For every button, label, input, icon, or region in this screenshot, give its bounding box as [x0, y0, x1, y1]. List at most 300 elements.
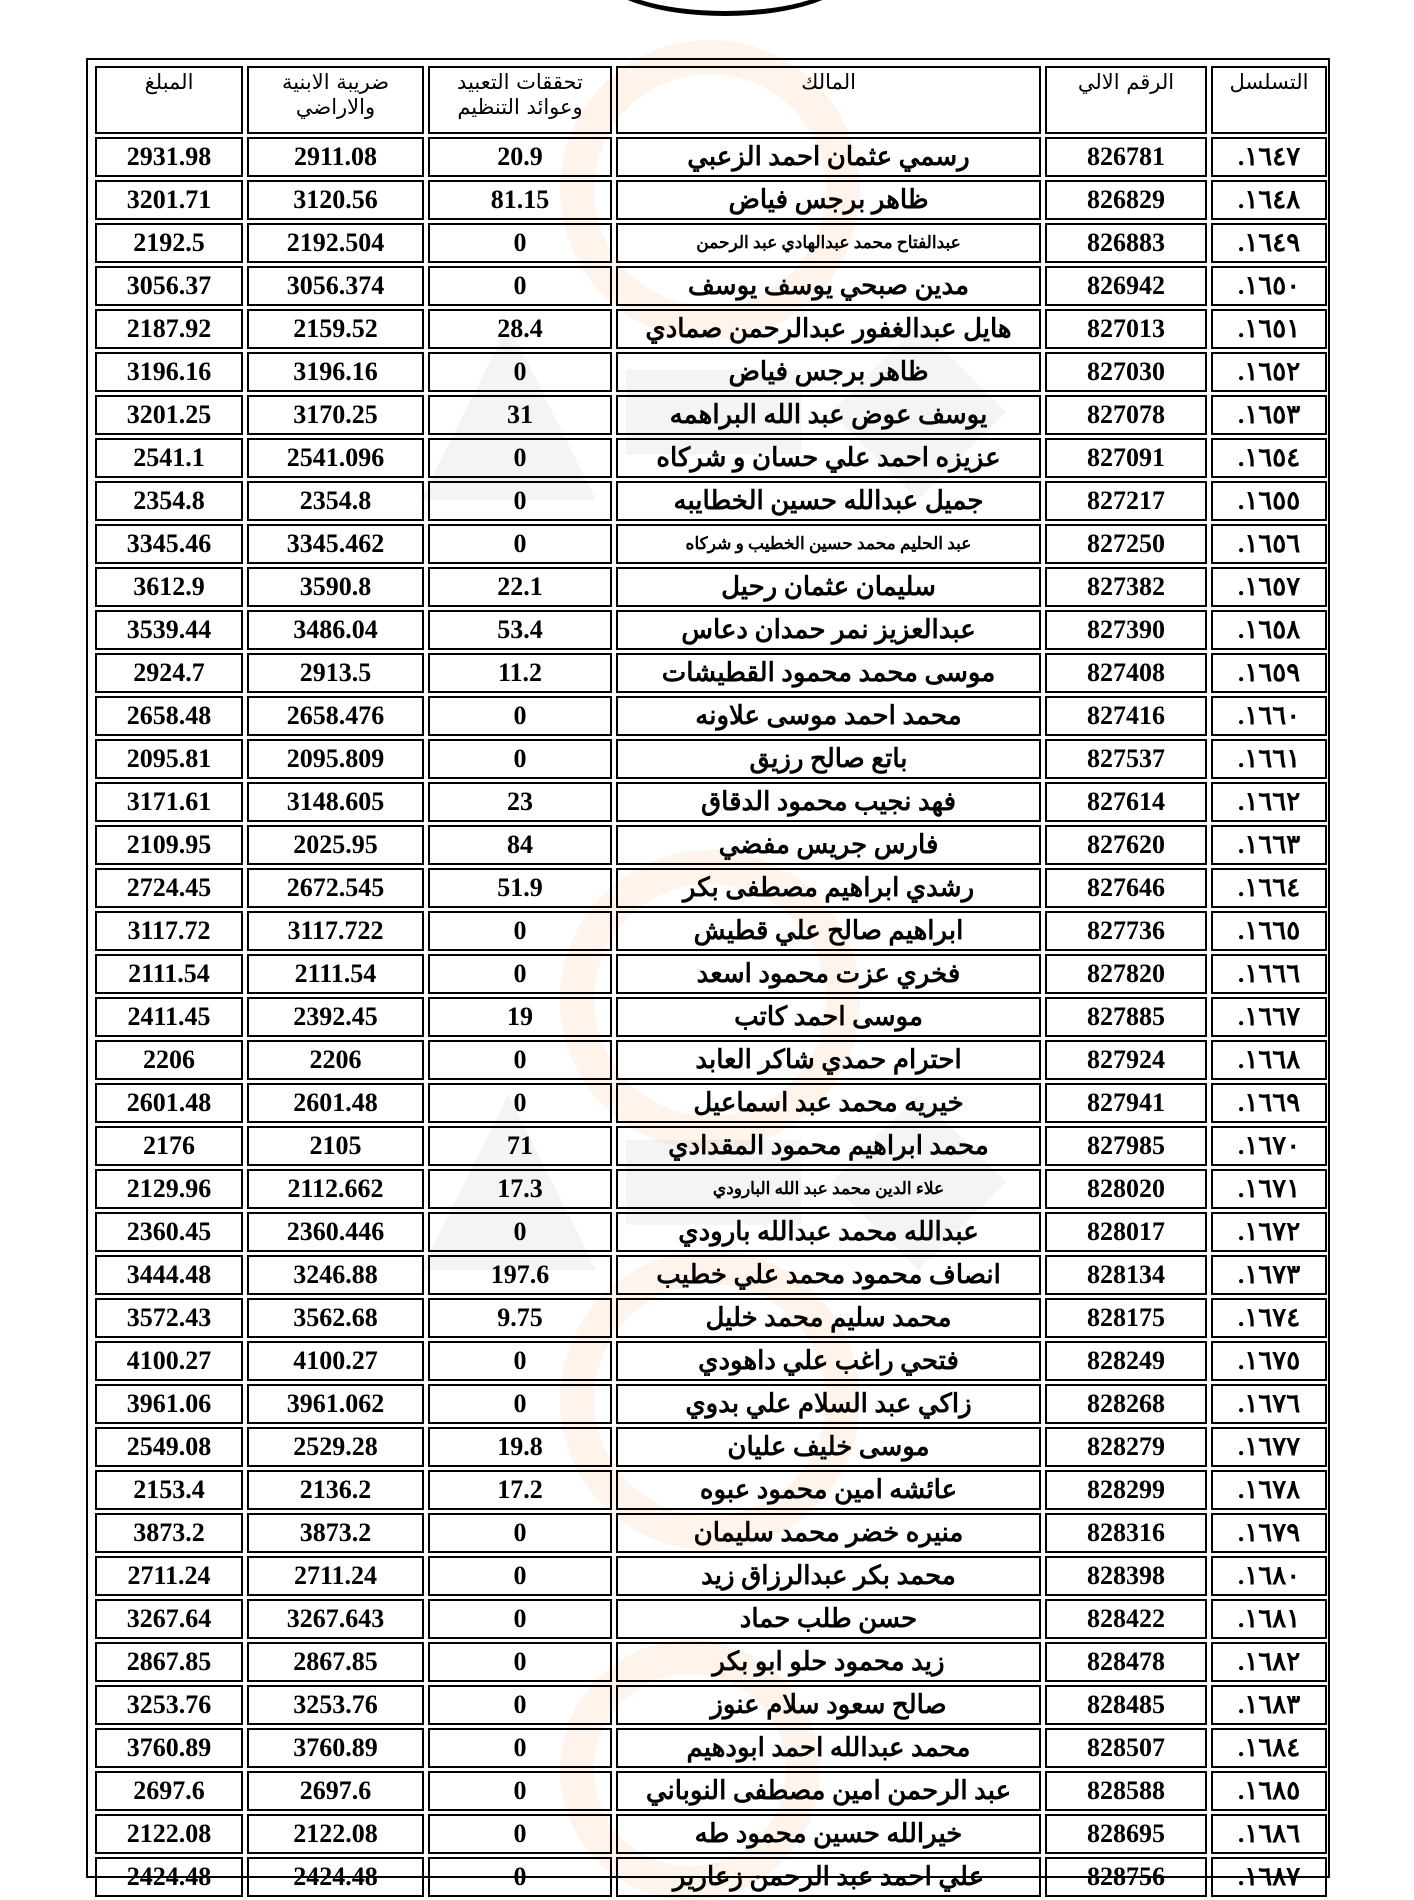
cell-auto-number: 828507 [1045, 1728, 1207, 1768]
cell-tax: 2192.504 [247, 223, 424, 263]
header-seq: التسلسل [1211, 66, 1327, 134]
table-row [95, 1685, 1327, 1725]
cell-seq: ١٦٧٩. [1211, 1513, 1327, 1553]
cell-paving: 28.4 [428, 309, 612, 349]
cell-auto-number: 828017 [1045, 1212, 1207, 1252]
cell-amount: 3201.71 [95, 180, 243, 220]
cell-amount: 3760.89 [95, 1728, 243, 1768]
cell-tax: 3246.88 [247, 1255, 424, 1295]
cell-paving: 0 [428, 1083, 612, 1123]
cell-tax: 2424.48 [247, 1857, 424, 1897]
cell-seq: ١٦٨٥. [1211, 1771, 1327, 1811]
cell-paving: 84 [428, 825, 612, 865]
cell-paving: 0 [428, 954, 612, 994]
cell-auto-number: 828398 [1045, 1556, 1207, 1596]
cell-auto-number: 827620 [1045, 825, 1207, 865]
table-row [95, 352, 1327, 392]
cell-owner: زاكي عبد السلام علي بدوي [616, 1384, 1041, 1424]
cell-tax: 3170.25 [247, 395, 424, 435]
cell-owner: عزيزه احمد علي حسان و شركاه [616, 438, 1041, 478]
cell-auto-number: 826942 [1045, 266, 1207, 306]
cell-paving: 0 [428, 266, 612, 306]
cell-seq: ١٦٧٤. [1211, 1298, 1327, 1338]
cell-owner: خيريه محمد عبد اسماعيل [616, 1083, 1041, 1123]
cell-tax: 2105 [247, 1126, 424, 1166]
cell-amount: 2354.8 [95, 481, 243, 521]
cell-paving: 11.2 [428, 653, 612, 693]
cell-seq: ١٦٧٨. [1211, 1470, 1327, 1510]
tax-register-sheet [86, 58, 1330, 1891]
cell-amount: 3444.48 [95, 1255, 243, 1295]
table-row [95, 1513, 1327, 1553]
cell-amount: 2187.92 [95, 309, 243, 349]
table-row [95, 1212, 1327, 1252]
cell-auto-number: 827941 [1045, 1083, 1207, 1123]
cell-tax: 2911.08 [247, 137, 424, 177]
cell-seq: ١٦٥٩. [1211, 653, 1327, 693]
table-row [95, 1728, 1327, 1768]
table-row [95, 954, 1327, 994]
cell-auto-number: 828756 [1045, 1857, 1207, 1897]
cell-tax: 2095.809 [247, 739, 424, 779]
cell-amount: 2424.48 [95, 1857, 243, 1897]
cell-auto-number: 828485 [1045, 1685, 1207, 1725]
cell-owner: ظاهر برجس فياض [616, 180, 1041, 220]
cell-paving: 17.3 [428, 1169, 612, 1209]
cell-amount: 3267.64 [95, 1599, 243, 1639]
cell-amount: 3253.76 [95, 1685, 243, 1725]
cell-tax: 3590.8 [247, 567, 424, 607]
cell-seq: ١٦٥١. [1211, 309, 1327, 349]
header-paving-line2: وعوائد التنظيم [457, 95, 583, 119]
cell-tax: 4100.27 [247, 1341, 424, 1381]
cell-tax: 3196.16 [247, 352, 424, 392]
cell-owner: رشدي ابراهيم مصطفى بكر [616, 868, 1041, 908]
cell-auto-number: 827013 [1045, 309, 1207, 349]
cell-amount: 2924.7 [95, 653, 243, 693]
table-row [95, 696, 1327, 736]
cell-auto-number: 828478 [1045, 1642, 1207, 1682]
cell-paving: 0 [428, 1857, 612, 1897]
cell-owner: عبدالفتاح محمد عبدالهادي عبد الرحمن [616, 223, 1041, 263]
cell-seq: ١٦٨٤. [1211, 1728, 1327, 1768]
cell-seq: ١٦٥٣. [1211, 395, 1327, 435]
cell-paving: 0 [428, 524, 612, 564]
cell-seq: ١٦٦٥. [1211, 911, 1327, 951]
cell-auto-number: 828695 [1045, 1814, 1207, 1854]
table-row [95, 438, 1327, 478]
table-row [95, 1126, 1327, 1166]
cell-auto-number: 827736 [1045, 911, 1207, 951]
cell-owner: هايل عبدالغفور عبدالرحمن صمادي [616, 309, 1041, 349]
cell-paving: 0 [428, 1212, 612, 1252]
cell-auto-number: 827250 [1045, 524, 1207, 564]
cell-owner: علاء الدين محمد عبد الله البارودي [616, 1169, 1041, 1209]
cell-seq: ١٦٧٦. [1211, 1384, 1327, 1424]
cell-seq: ١٦٥٨. [1211, 610, 1327, 650]
cell-seq: ١٦٦٢. [1211, 782, 1327, 822]
table-row [95, 1298, 1327, 1338]
cell-owner: احترام حمدي شاكر العابد [616, 1040, 1041, 1080]
cell-amount: 2658.48 [95, 696, 243, 736]
cell-owner: فتحي راغب علي داهودي [616, 1341, 1041, 1381]
header-tax-line1: ضريبة الابنية [281, 70, 390, 94]
cell-seq: ١٦٤٨. [1211, 180, 1327, 220]
cell-paving: 23 [428, 782, 612, 822]
cell-seq: ١٦٥٧. [1211, 567, 1327, 607]
table-row [95, 1427, 1327, 1467]
cell-seq: ١٦٨١. [1211, 1599, 1327, 1639]
cell-tax: 2913.5 [247, 653, 424, 693]
cell-owner: مدين صبحي يوسف يوسف [616, 266, 1041, 306]
cell-tax: 2112.662 [247, 1169, 424, 1209]
cell-amount: 3171.61 [95, 782, 243, 822]
cell-paving: 53.4 [428, 610, 612, 650]
cell-seq: ١٦٤٩. [1211, 223, 1327, 263]
cell-auto-number: 828268 [1045, 1384, 1207, 1424]
table-row [95, 1814, 1327, 1854]
cell-seq: ١٦٧٢. [1211, 1212, 1327, 1252]
cell-tax: 2711.24 [247, 1556, 424, 1596]
cell-seq: ١٦٥٢. [1211, 352, 1327, 392]
cell-amount: 4100.27 [95, 1341, 243, 1381]
cell-owner: باتع صالح رزيق [616, 739, 1041, 779]
cell-tax: 2136.2 [247, 1470, 424, 1510]
cell-amount: 3612.9 [95, 567, 243, 607]
cell-owner: خيرالله حسين محمود طه [616, 1814, 1041, 1854]
cell-tax: 2025.95 [247, 825, 424, 865]
cell-amount: 2411.45 [95, 997, 243, 1037]
cell-seq: ١٦٦٩. [1211, 1083, 1327, 1123]
table-row [95, 223, 1327, 263]
cell-paving: 71 [428, 1126, 612, 1166]
cell-paving: 0 [428, 911, 612, 951]
tax-register-table [91, 63, 1331, 1900]
cell-owner: عبد الحليم محمد حسين الخطيب و شركاه [616, 524, 1041, 564]
cell-paving: 22.1 [428, 567, 612, 607]
cell-auto-number: 827614 [1045, 782, 1207, 822]
cell-amount: 3196.16 [95, 352, 243, 392]
table-row [95, 1040, 1327, 1080]
header-auto-number: الرقم الالي [1045, 66, 1207, 134]
cell-owner: صالح سعود سلام عنوز [616, 1685, 1041, 1725]
cell-tax: 2354.8 [247, 481, 424, 521]
cell-seq: ١٦٦٨. [1211, 1040, 1327, 1080]
cell-auto-number: 827408 [1045, 653, 1207, 693]
cell-seq: ١٦٦١. [1211, 739, 1327, 779]
table-row [95, 266, 1327, 306]
cell-auto-number: 826829 [1045, 180, 1207, 220]
cell-auto-number: 826883 [1045, 223, 1207, 263]
cell-paving: 81.15 [428, 180, 612, 220]
cell-amount: 3961.06 [95, 1384, 243, 1424]
table-row [95, 1341, 1327, 1381]
cell-owner: زيد محمود حلو ابو بكر [616, 1642, 1041, 1682]
cell-seq: ١٦٦٠. [1211, 696, 1327, 736]
table-row [95, 1771, 1327, 1811]
cell-owner: ابراهيم صالح علي قطيش [616, 911, 1041, 951]
cell-amount: 3572.43 [95, 1298, 243, 1338]
table-row [95, 1255, 1327, 1295]
cell-amount: 3056.37 [95, 266, 243, 306]
cell-amount: 2867.85 [95, 1642, 243, 1682]
cell-auto-number: 827537 [1045, 739, 1207, 779]
cell-seq: ١٦٥٥. [1211, 481, 1327, 521]
cell-auto-number: 827091 [1045, 438, 1207, 478]
cell-owner: فارس جريس مفضي [616, 825, 1041, 865]
cell-amount: 2724.45 [95, 868, 243, 908]
table-row [95, 997, 1327, 1037]
cell-tax: 3117.722 [247, 911, 424, 951]
cell-tax: 2529.28 [247, 1427, 424, 1467]
cell-tax: 2658.476 [247, 696, 424, 736]
cell-paving: 19.8 [428, 1427, 612, 1467]
cell-amount: 2931.98 [95, 137, 243, 177]
cell-seq: ١٦٦٧. [1211, 997, 1327, 1037]
table-row [95, 567, 1327, 607]
table-row [95, 137, 1327, 177]
cell-seq: ١٦٨٣. [1211, 1685, 1327, 1725]
cell-amount: 3345.46 [95, 524, 243, 564]
cell-owner: منيره خضر محمد سليمان [616, 1513, 1041, 1553]
cell-paving: 0 [428, 352, 612, 392]
cell-seq: ١٦٧٧. [1211, 1427, 1327, 1467]
cell-seq: ١٦٥٠. [1211, 266, 1327, 306]
header-amount: المبلغ [95, 66, 243, 134]
cell-paving: 0 [428, 696, 612, 736]
cell-paving: 0 [428, 1384, 612, 1424]
cell-auto-number: 827646 [1045, 868, 1207, 908]
table-row [95, 911, 1327, 951]
cell-owner: عائشه امين محمود عبوه [616, 1470, 1041, 1510]
cell-paving: 0 [428, 1814, 612, 1854]
header-paving-line1: تحققات التعبيد [457, 70, 583, 94]
cell-auto-number: 828422 [1045, 1599, 1207, 1639]
cell-tax: 3148.605 [247, 782, 424, 822]
cell-owner: محمد احمد موسى علاونه [616, 696, 1041, 736]
cell-auto-number: 827416 [1045, 696, 1207, 736]
cell-paving: 0 [428, 481, 612, 521]
table-row [95, 309, 1327, 349]
cell-owner: محمد ابراهيم محمود المقدادي [616, 1126, 1041, 1166]
cell-auto-number: 827217 [1045, 481, 1207, 521]
cell-owner: جميل عبدالله حسين الخطايبه [616, 481, 1041, 521]
cell-paving: 31 [428, 395, 612, 435]
cell-tax: 3760.89 [247, 1728, 424, 1768]
cell-tax: 2541.096 [247, 438, 424, 478]
cell-seq: ١٦٧٥. [1211, 1341, 1327, 1381]
cell-amount: 2549.08 [95, 1427, 243, 1467]
cell-amount: 2360.45 [95, 1212, 243, 1252]
table-row [95, 610, 1327, 650]
cell-seq: ١٦٦٦. [1211, 954, 1327, 994]
cell-paving: 0 [428, 1771, 612, 1811]
table-row [95, 1599, 1327, 1639]
cell-seq: ١٦٥٦. [1211, 524, 1327, 564]
cell-seq: ١٦٧٠. [1211, 1126, 1327, 1166]
cell-auto-number: 828175 [1045, 1298, 1207, 1338]
cell-owner: موسى احمد كاتب [616, 997, 1041, 1037]
cell-auto-number: 828299 [1045, 1470, 1207, 1510]
cell-auto-number: 827924 [1045, 1040, 1207, 1080]
cell-tax: 2867.85 [247, 1642, 424, 1682]
cell-amount: 2541.1 [95, 438, 243, 478]
cell-tax: 2601.48 [247, 1083, 424, 1123]
cell-owner: سليمان عثمان رحيل [616, 567, 1041, 607]
cell-tax: 2122.08 [247, 1814, 424, 1854]
cell-tax: 3120.56 [247, 180, 424, 220]
table-row [95, 1556, 1327, 1596]
cell-paving: 17.2 [428, 1470, 612, 1510]
cell-paving: 197.6 [428, 1255, 612, 1295]
header-tax-line2: والاراضي [295, 95, 376, 119]
cell-owner: موسى خليف عليان [616, 1427, 1041, 1467]
cell-tax: 3253.76 [247, 1685, 424, 1725]
cell-seq: ١٦٦٤. [1211, 868, 1327, 908]
table-row [95, 395, 1327, 435]
header-owner: المالك [616, 66, 1041, 134]
cell-owner: عبد الرحمن امين مصطفى النوباني [616, 1771, 1041, 1811]
cell-tax: 3873.2 [247, 1513, 424, 1553]
table-row [95, 1384, 1327, 1424]
table-row [95, 739, 1327, 779]
cell-amount: 2697.6 [95, 1771, 243, 1811]
cell-owner: موسى محمد محمود القطيشات [616, 653, 1041, 693]
cell-amount: 2176 [95, 1126, 243, 1166]
cell-amount: 3117.72 [95, 911, 243, 951]
cell-paving: 0 [428, 1599, 612, 1639]
table-row [95, 782, 1327, 822]
table-row [95, 825, 1327, 865]
header-tax [247, 66, 424, 134]
cell-auto-number: 827820 [1045, 954, 1207, 994]
cell-amount: 2129.96 [95, 1169, 243, 1209]
cell-owner: عبدالعزيز نمر حمدان دعاس [616, 610, 1041, 650]
cell-paving: 0 [428, 739, 612, 779]
cell-paving: 0 [428, 1556, 612, 1596]
cell-tax: 3961.062 [247, 1384, 424, 1424]
cell-tax: 2111.54 [247, 954, 424, 994]
cell-owner: ظاهر برجس فياض [616, 352, 1041, 392]
cell-auto-number: 827382 [1045, 567, 1207, 607]
cell-paving: 51.9 [428, 868, 612, 908]
table-row [95, 1169, 1327, 1209]
cell-auto-number: 828249 [1045, 1341, 1207, 1381]
cell-owner: حسن طلب حماد [616, 1599, 1041, 1639]
cell-seq: ١٦٧٣. [1211, 1255, 1327, 1295]
cell-tax: 2206 [247, 1040, 424, 1080]
table-row [95, 653, 1327, 693]
cell-auto-number: 828588 [1045, 1771, 1207, 1811]
cell-owner: فخري عزت محمود اسعد [616, 954, 1041, 994]
cell-paving: 0 [428, 1040, 612, 1080]
cell-auto-number: 827390 [1045, 610, 1207, 650]
cell-owner: محمد عبدالله احمد ابودهيم [616, 1728, 1041, 1768]
cell-auto-number: 827885 [1045, 997, 1207, 1037]
table-row [95, 524, 1327, 564]
cell-amount: 2111.54 [95, 954, 243, 994]
cell-tax: 2672.545 [247, 868, 424, 908]
cell-auto-number: 828279 [1045, 1427, 1207, 1467]
cell-owner: عبدالله محمد عبدالله بارودي [616, 1212, 1041, 1252]
cell-seq: ١٦٨٦. [1211, 1814, 1327, 1854]
cell-auto-number: 827030 [1045, 352, 1207, 392]
cell-amount: 2601.48 [95, 1083, 243, 1123]
cell-paving: 0 [428, 1341, 612, 1381]
cell-owner: انصاف محمود محمد علي خطيب [616, 1255, 1041, 1295]
cell-amount: 2153.4 [95, 1470, 243, 1510]
cell-seq: ١٦٨٢. [1211, 1642, 1327, 1682]
cell-paving: 0 [428, 223, 612, 263]
table-row [95, 1642, 1327, 1682]
cell-amount: 3873.2 [95, 1513, 243, 1553]
cell-amount: 3201.25 [95, 395, 243, 435]
header-paving [428, 66, 612, 134]
cell-paving: 20.9 [428, 137, 612, 177]
cell-seq: ١٦٥٤. [1211, 438, 1327, 478]
cell-paving: 0 [428, 1728, 612, 1768]
cell-amount: 2109.95 [95, 825, 243, 865]
table-row [95, 868, 1327, 908]
cell-amount: 2122.08 [95, 1814, 243, 1854]
table-row [95, 1083, 1327, 1123]
cell-amount: 2192.5 [95, 223, 243, 263]
table-row [95, 180, 1327, 220]
cell-owner: فهد نجيب محمود الدقاق [616, 782, 1041, 822]
top-seal-arc [600, 0, 850, 16]
cell-tax: 2392.45 [247, 997, 424, 1037]
cell-amount: 3539.44 [95, 610, 243, 650]
cell-tax: 2360.446 [247, 1212, 424, 1252]
cell-auto-number: 827985 [1045, 1126, 1207, 1166]
cell-auto-number: 826781 [1045, 137, 1207, 177]
cell-tax: 3267.643 [247, 1599, 424, 1639]
header-row [95, 66, 1327, 134]
cell-paving: 0 [428, 1513, 612, 1553]
cell-tax: 3056.374 [247, 266, 424, 306]
cell-paving: 0 [428, 438, 612, 478]
cell-paving: 0 [428, 1685, 612, 1725]
cell-owner: رسمي عثمان احمد الزعبي [616, 137, 1041, 177]
cell-seq: ١٦٤٧. [1211, 137, 1327, 177]
cell-seq: ١٦٦٣. [1211, 825, 1327, 865]
cell-paving: 0 [428, 1642, 612, 1682]
table-row [95, 1857, 1327, 1897]
cell-auto-number: 827078 [1045, 395, 1207, 435]
cell-amount: 2711.24 [95, 1556, 243, 1596]
cell-amount: 2206 [95, 1040, 243, 1080]
cell-seq: ١٦٧١. [1211, 1169, 1327, 1209]
register-body [95, 137, 1327, 1897]
cell-auto-number: 828134 [1045, 1255, 1207, 1295]
cell-tax: 3486.04 [247, 610, 424, 650]
cell-owner: علي احمد عبد الرحمن زعارير [616, 1857, 1041, 1897]
table-row [95, 481, 1327, 521]
cell-auto-number: 828316 [1045, 1513, 1207, 1553]
cell-seq: ١٦٨٠. [1211, 1556, 1327, 1596]
table-row [95, 1470, 1327, 1510]
cell-auto-number: 828020 [1045, 1169, 1207, 1209]
cell-tax: 3562.68 [247, 1298, 424, 1338]
cell-owner: محمد بكر عبدالرزاق زيد [616, 1556, 1041, 1596]
cell-paving: 9.75 [428, 1298, 612, 1338]
cell-owner: يوسف عوض عبد الله البراهمه [616, 395, 1041, 435]
cell-owner: محمد سليم محمد خليل [616, 1298, 1041, 1338]
cell-tax: 2159.52 [247, 309, 424, 349]
cell-paving: 19 [428, 997, 612, 1037]
cell-seq: ١٦٨٧. [1211, 1857, 1327, 1897]
cell-tax: 2697.6 [247, 1771, 424, 1811]
